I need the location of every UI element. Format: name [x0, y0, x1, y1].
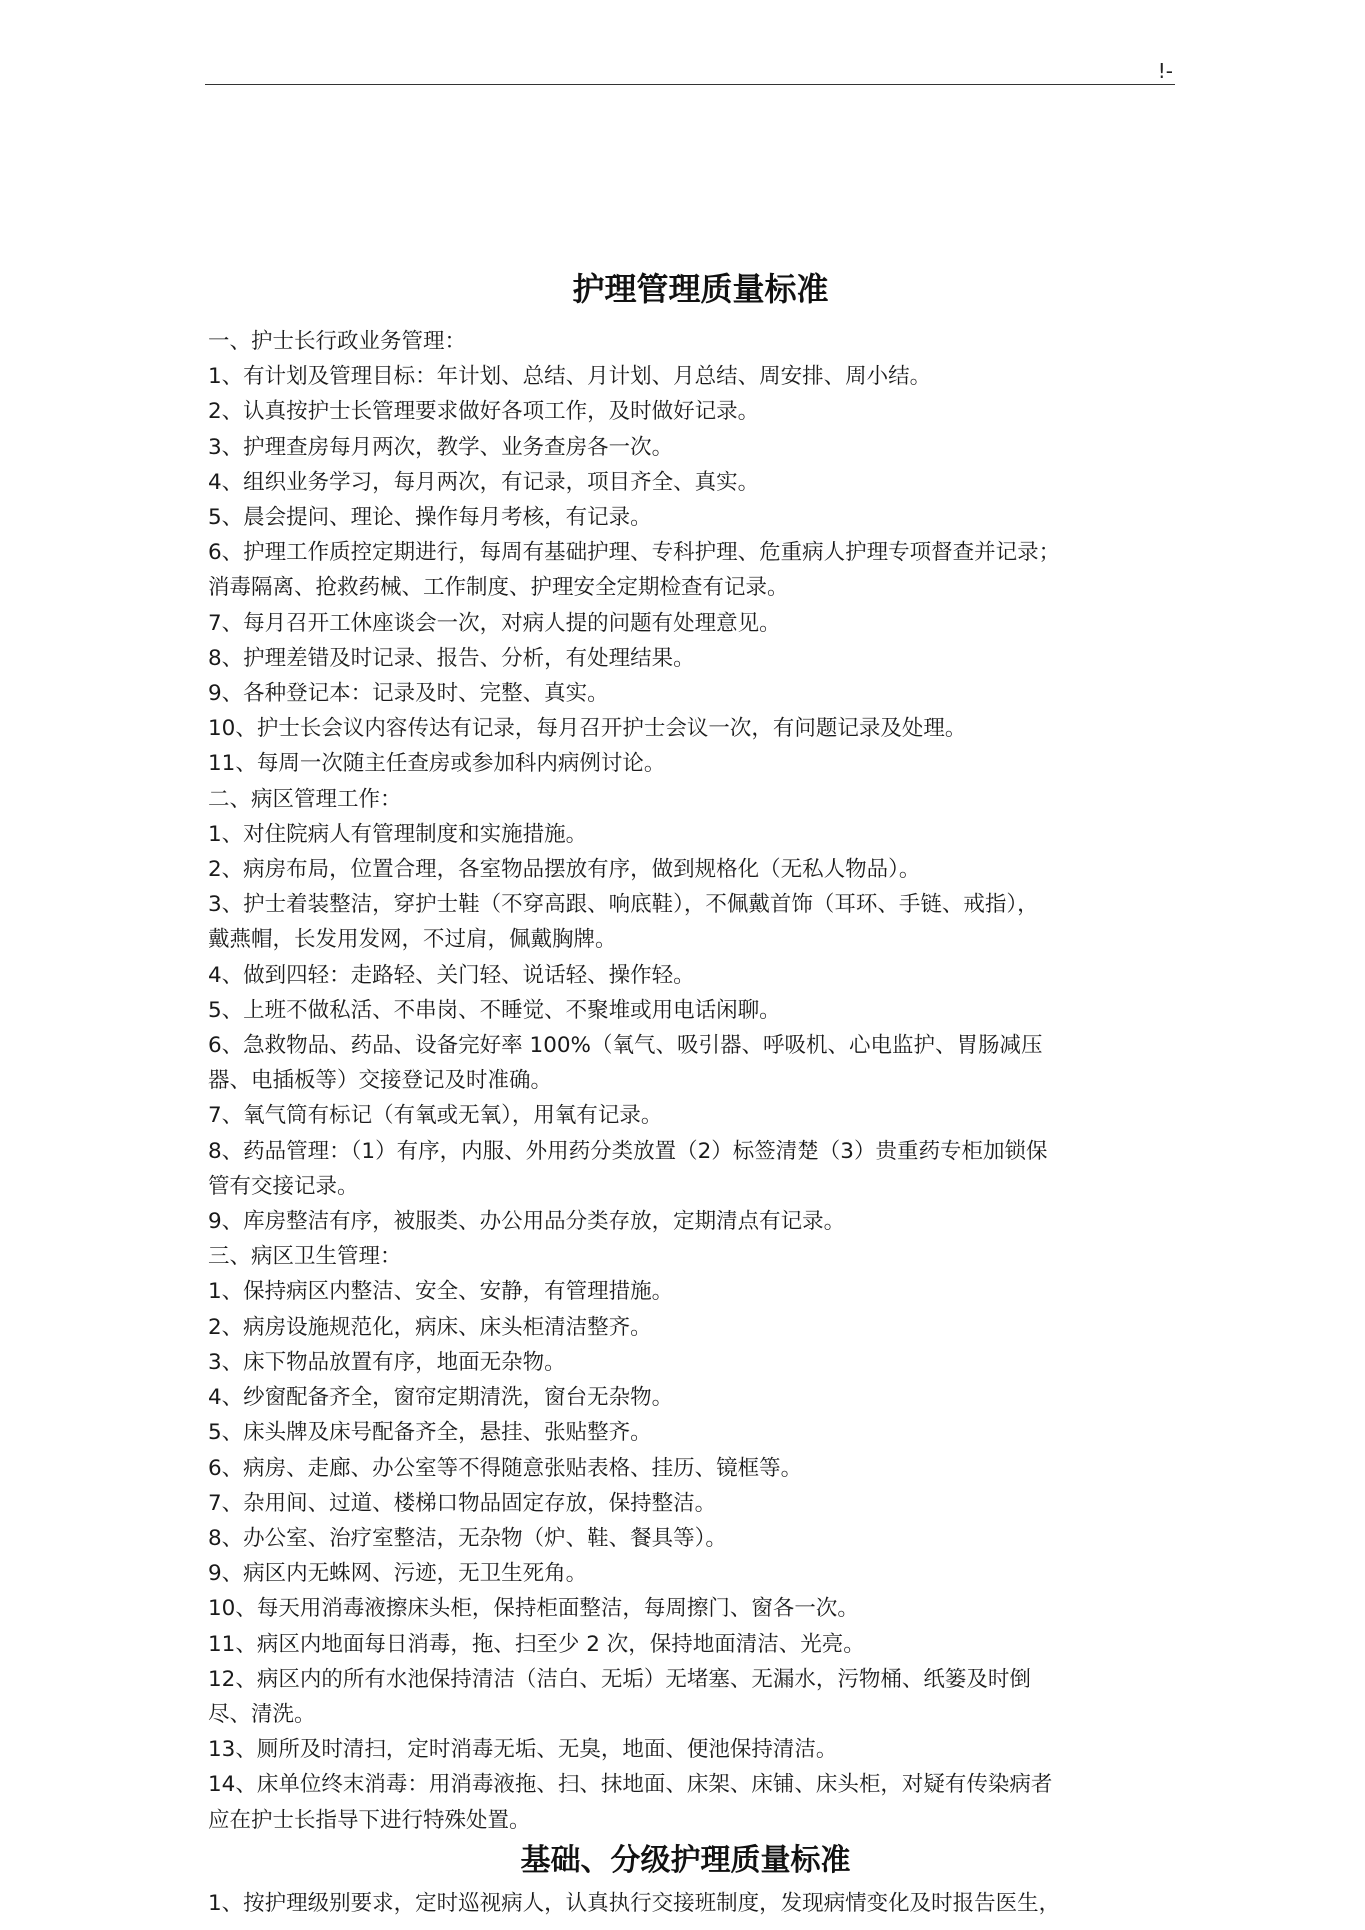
text-line: 8、药品管理：（1）有序，内服、外用药分类放置（2）标签清楚（3）贵重药专柜加锁保 [208, 1138, 1048, 1164]
text-line: 器、电插板等）交接登记及时准确。 [208, 1068, 553, 1094]
document-body [208, 262, 1163, 1921]
text-line: 9、病区内无蛛网、污迹，无卫生死角。 [208, 1561, 588, 1587]
text-line: 2、病房设施规范化，病床、床头柜清洁整齐。 [208, 1314, 652, 1340]
text-line: 6、急救物品、药品、设备完好率 100%（氧气、吸引器、呼吸机、心电监护、胃肠减压 [208, 1033, 1043, 1059]
text-line: 尽、清洗。 [208, 1701, 316, 1727]
section-1-body [208, 324, 1163, 1838]
text-line: 1、按护理级别要求，定时巡视病人，认真执行交接班制度，发现病情变化及时报告医生， [208, 1890, 1061, 1916]
page-title: 护理管理质量标准 [572, 270, 829, 308]
text-line: 7、氧气筒有标记（有氧或无氧），用氧有记录。 [208, 1103, 663, 1129]
text-line: 7、每月召开工休座谈会一次，对病人提的问题有处理意见。 [208, 610, 781, 636]
text-line: 5、上班不做私活、不串岗、不睡觉、不聚堆或用电话闲聊。 [208, 997, 781, 1023]
text-line: 4、做到四轻：走路轻、关门轻、说话轻、操作轻。 [208, 962, 695, 988]
text-line: 5、晨会提问、理论、操作每月考核，有记录。 [208, 505, 652, 531]
text-line: 一、护士长行政业务管理： [208, 329, 467, 354]
text-line: 4、纱窗配备齐全，窗帘定期清洗，窗台无杂物。 [208, 1385, 674, 1411]
section-2-title: 基础、分级护理质量标准 [520, 1842, 851, 1878]
text-line: 2、病房布局，位置合理，各室物品摆放有序，做到规格化（无私人物品）。 [208, 857, 921, 883]
text-line: 8、护理差错及时记录、报告、分析，有处理结果。 [208, 645, 695, 671]
text-line: 10、每天用消毒液擦床头柜，保持柜面整洁，每周擦门、窗各一次。 [208, 1596, 859, 1622]
text-line: 14、床单位终末消毒：用消毒液拖、扫、抹地面、床架、床铺、床头柜，对疑有传染病者 [208, 1772, 1053, 1798]
text-line: 9、库房整洁有序，被服类、办公用品分类存放，定期清点有记录。 [208, 1209, 846, 1235]
text-line: 3、护理查房每月两次，教学、业务查房各一次。 [208, 434, 674, 460]
text-line: 6、病房、走廊、办公室等不得随意张贴表格、挂历、镜框等。 [208, 1455, 803, 1481]
text-line: 消毒隔离、抢救药械、工作制度、护理安全定期检查有记录。 [208, 575, 789, 601]
text-line: 3、护士着装整洁，穿护士鞋（不穿高跟、响底鞋），不佩戴首饰（耳环、手链、戒指）， [208, 892, 1039, 918]
header-mark: !- [1157, 59, 1173, 83]
text-line: 3、床下物品放置有序，地面无杂物。 [208, 1349, 566, 1375]
text-line: 三、病区卫生管理： [208, 1244, 402, 1270]
text-line: 1、对住院病人有管理制度和实施措施。 [208, 821, 588, 847]
header-rule [205, 84, 1175, 85]
text-line: 8、办公室、治疗室整洁，无杂物（炉、鞋、餐具等）。 [208, 1525, 727, 1551]
text-line: 应在护士长指导下进行特殊处置。 [208, 1807, 531, 1833]
text-line: 戴燕帽，长发用发网，不过肩，佩戴胸牌。 [208, 927, 617, 953]
text-line: 12、病区内的所有水池保持清洁（洁白、无垢）无堵塞、无漏水，污物桶、纸篓及时倒 [208, 1666, 1031, 1692]
text-line: 9、各种登记本：记录及时、完整、真实。 [208, 681, 609, 707]
text-line: 管有交接记录。 [208, 1173, 359, 1199]
text-line: 2、认真按护士长管理要求做好各项工作，及时做好记录。 [208, 399, 760, 425]
text-line: 4、组织业务学习，每月两次，有记录，项目齐全、真实。 [208, 469, 760, 495]
text-line: 10、护士长会议内容传达有记录，每月召开护士会议一次，有问题记录及处理。 [208, 716, 967, 742]
text-line: 13、厕所及时清扫，定时消毒无垢、无臭，地面、便池保持清洁。 [208, 1737, 838, 1763]
text-line: 1、保持病区内整洁、安全、安静，有管理措施。 [208, 1279, 674, 1305]
text-line: 6、护理工作质控定期进行，每周有基础护理、专科护理、危重病人护理专项督查并记录； [208, 540, 1061, 566]
section-2-body [208, 1886, 1163, 1921]
text-line: 11、病区内地面每日消毒，拖、扫至少 2 次，保持地面清洁、光亮。 [208, 1631, 865, 1657]
text-line: 二、病区管理工作： [208, 786, 402, 812]
text-line: 7、杂用间、过道、楼梯口物品固定存放，保持整洁。 [208, 1490, 717, 1516]
text-line: 11、每周一次随主任查房或参加科内病例讨论。 [208, 751, 666, 777]
text-line: 5、床头牌及床号配备齐全，悬挂、张贴整齐。 [208, 1420, 652, 1446]
text-line: 1、有计划及管理目标：年计划、总结、月计划、月总结、周安排、周小结。 [208, 364, 932, 390]
